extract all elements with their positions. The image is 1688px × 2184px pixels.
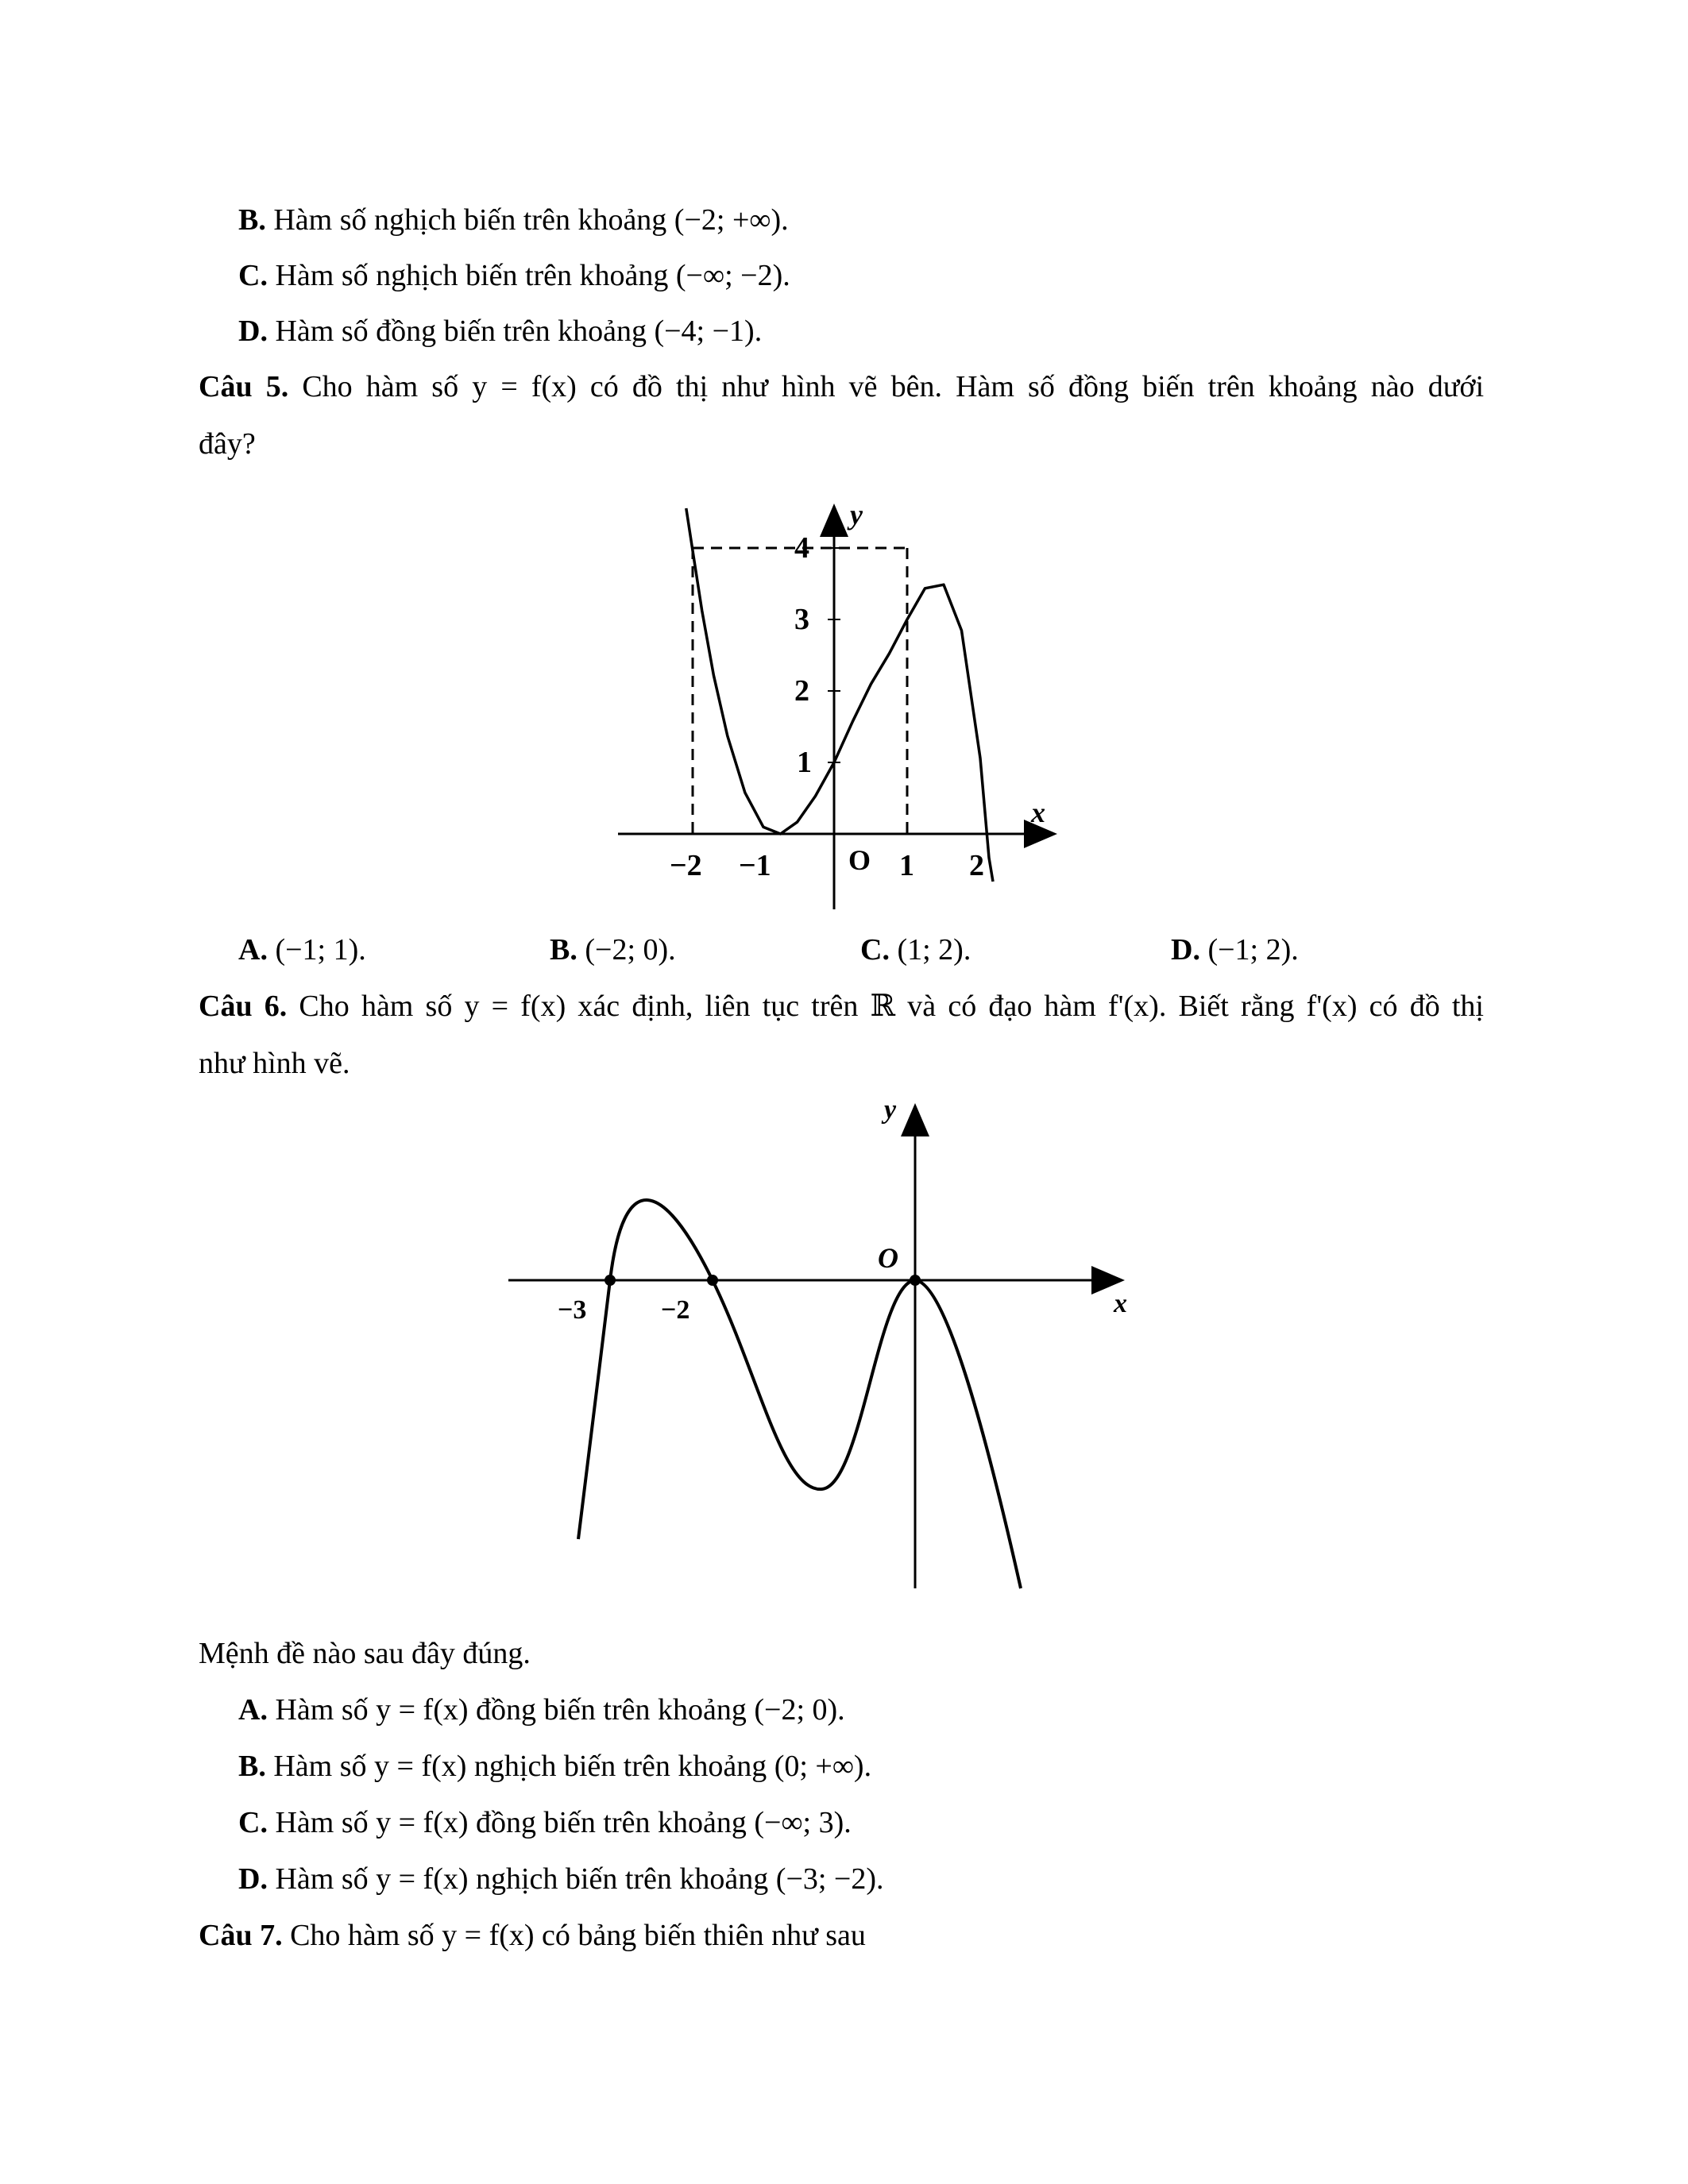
q6-option-d-label: D. [238,1862,268,1896]
q5-option-c-label: C. [860,933,890,967]
q6-option-b [238,1747,871,1785]
q6-question-line1 [199,987,1484,1025]
q5-graph [612,496,1072,917]
q7-label: Câu 7. [199,1919,283,1952]
q6-derivative-curve [578,1200,1021,1588]
q6-text-line1: Cho hàm số y = f(x) xác định, liên tục trên ℝ và có đạo hàm f'(x). Biết rằng f'(x) có đồ thị [287,990,1484,1023]
q5-option-c [860,931,971,969]
q5-question-line1 [199,368,1484,406]
q6-origin-label: O [878,1242,898,1274]
q6-x-tick--2: −2 [661,1295,690,1325]
q5-y-tick-1: 1 [797,746,812,779]
q6-label: Câu 6. [199,990,288,1023]
q5-x-tick-2: 2 [969,849,984,882]
q6-option-d [238,1860,884,1898]
q6-root-point--2 [707,1275,718,1286]
q6-option-d-text: Hàm số y = f(x) nghịch biến trên khoảng (−3; −2). [267,1862,884,1896]
q6-option-a-text: Hàm số y = f(x) đồng biến trên khoảng (−2; 0). [267,1693,845,1727]
q5-x-axis-label: x [1031,797,1045,828]
q5-option-a-label: A. [238,933,268,967]
q4-option-b [238,201,789,239]
q5-text-line1: Cho hàm số y = f(x) có đồ thị như hình vẽ bên. Hàm số đồng biến trên khoảng nào dưới [288,370,1484,403]
q4-option-c-label: C. [238,259,268,292]
q5-option-b-text: (−2; 0). [577,933,676,967]
q5-x-tick-1: 1 [899,849,914,882]
q6-option-b-text: Hàm số y = f(x) nghịch biến trên khoảng (0; +∞). [265,1750,872,1783]
q4-option-c-text: Hàm số nghịch biến trên khoảng (−∞; −2). [267,259,790,292]
q5-origin-label: O [848,844,871,876]
q6-option-b-label: B. [238,1750,266,1783]
q4-option-b-label: B. [238,203,266,237]
q6-option-a-label: A. [238,1693,268,1727]
q6-graph [500,1092,1136,1608]
q5-option-a-text: (−1; 1). [267,933,366,967]
q6-origin-point [910,1275,921,1286]
q5-y-tick-3: 3 [794,603,809,636]
q5-x-tick--1: −1 [739,849,771,882]
q7-text: Cho hàm số y = f(x) có bảng biến thiên như sau [282,1919,866,1952]
q5-option-d-text: (−1; 2). [1199,933,1299,967]
q6-x-tick--3: −3 [558,1295,587,1325]
q5-option-d [1171,931,1299,969]
q7-question [199,1916,866,1954]
q4-option-d [238,312,762,350]
q4-option-d-label: D. [238,314,268,348]
q6-prompt: Mệnh đề nào sau đây đúng. [199,1637,531,1670]
q4-option-b-text: Hàm số nghịch biến trên khoảng (−2; +∞). [265,203,789,237]
q6-option-c [238,1804,852,1842]
q5-y-tick-4: 4 [794,531,809,565]
q6-option-c-label: C. [238,1806,268,1839]
q6-y-axis-label: y [884,1095,897,1125]
q4-option-c [238,257,790,295]
q6-root-point--3 [605,1275,616,1286]
q5-option-d-label: D. [1171,933,1200,967]
q5-option-b [550,931,676,969]
q5-y-axis-label: y [850,499,863,531]
q5-y-tick-2: 2 [794,674,809,708]
q5-x-tick--2: −2 [670,849,702,882]
q5-option-b-label: B. [550,933,577,967]
q6-x-axis-label: x [1114,1289,1127,1318]
q6-option-a [238,1691,845,1729]
q5-curve [686,508,993,882]
q4-option-d-text: Hàm số đồng biến trên khoảng (−4; −1). [267,314,763,348]
q6-option-c-text: Hàm số y = f(x) đồng biến trên khoảng (−∞; 3). [267,1806,852,1839]
q5-label: Câu 5. [199,370,289,403]
q5-option-a [238,931,366,969]
q6-question-line2: như hình vẽ. [199,1047,350,1080]
q5-question-line2: đây? [199,427,256,461]
q5-option-c-text: (1; 2). [889,933,971,967]
